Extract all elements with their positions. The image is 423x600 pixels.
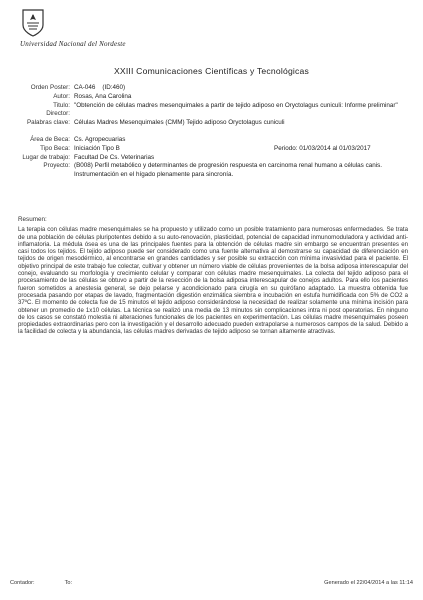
field-titulo bbox=[10, 102, 415, 110]
page-footer bbox=[10, 580, 413, 586]
director-value bbox=[74, 110, 415, 118]
period-label: Periodo: bbox=[274, 144, 298, 152]
abstract-text: La terapia con células madre mesenquimales se ha propuesto y utilizado como un posible tratamiento para numerosas enfermedades. Se trata de una población de células pluripotentes debido a su auto-renovación, plasticidad, potencial de capacidad inmunomoduladora y actividad anti-inflamatoria. La médula ósea es una de las principales fuentes para la obtención de células madre sin embargo se encuentran presentes en casi todos los tejidos. El tejido adiposo puede ser considerado como una fuente alternativa al demostrarse su capacidad de diferenciación en tejidos de origen mesodérmico, al encontrarse en grandes cantidades y ser posible su extracción con mínima invasividad para el paciente. El objetivo principal de este trabajo fue colectar, cultivar y obtener un número viable de células provenientes de la bolsa adiposa interescapular del conejo, evaluando su morfología y crecimiento celular y comparar con células madre mesenquimales. La colecta del tejido adiposo para el procesamiento de las células se obtuvo a partir de la resección de la bolsa adiposa interescapular de conejos adultos. Para ello los pacientes fueron sometidos a anestesia general, se dejo pelarse y acondicionado para cirugía en su quirófano adaptado. La muestra obtenida fue procesada pasando por etapas de lavado, fragmentación digestión enzimática siembra e incubación en estufa humidificada con 5% de CO2 a 37ºC. El momento de colecta fue de 15 minutos el tejido adiposo considerándose la necesidad de realizar solamente una mínima incisión para obtener un promedio de 1x10 células. La técnica se realizó una media de 13 minutos sin complicaciones intra ni post operatorias. En ninguno de los casos se constató molestia ni alteraciones funcionales de los pacientes en experimentación. Las células madre mesenquimales poseen propiedades extraordinarias pero con la investigación y el desarrollo adecuado pueden extrapolarse a numerosos campos de la salud. Debido a la facilidad de colecta y la abundancia, las células madres derivadas de tejido adiposo se tornan altamente atractivas. bbox=[18, 226, 408, 336]
field-palabras-clave bbox=[10, 119, 415, 127]
footer-generated-date: Generado el 22/04/2014 a las 11:14 bbox=[324, 580, 413, 586]
field-label: Área de Beca: bbox=[30, 135, 70, 143]
workplace-value: Facultad De Cs. Veterinarias bbox=[74, 153, 155, 161]
field-label: Director: bbox=[46, 110, 70, 118]
abstract-label: Resumen: bbox=[18, 216, 47, 223]
field-proyecto bbox=[10, 162, 415, 178]
field-director bbox=[10, 110, 415, 118]
footer-counter-label: Contador: bbox=[10, 580, 35, 586]
keywords-value: Células Madres Mesenquimales (CMM) Tejido adiposo Oryctolagus cuniculi bbox=[74, 119, 285, 127]
period-value: 01/03/2014 al 01/03/2017 bbox=[299, 144, 371, 152]
university-logo-icon bbox=[20, 8, 46, 38]
field-label: Palabras clave: bbox=[26, 119, 70, 127]
field-label: Lugar de trabajo: bbox=[22, 153, 70, 161]
field-label: Orden Poster: bbox=[30, 84, 70, 91]
poster-id: (ID:460) bbox=[102, 84, 126, 91]
event-title: XXIII Comunicaciones Científicas y Tecnológicas bbox=[113, 66, 310, 76]
field-autor bbox=[10, 93, 415, 101]
university-name: Universidad Nacional del Nordeste bbox=[20, 40, 126, 48]
footer-to-label: To: bbox=[64, 580, 73, 586]
author-value: Rosas, Ana Carolina bbox=[74, 92, 132, 100]
metadata-section bbox=[10, 84, 415, 179]
abstract-section bbox=[18, 216, 408, 336]
area-value: Cs. Agropecuarias bbox=[74, 135, 126, 143]
field-label: Titulo: bbox=[53, 101, 70, 109]
field-label: Proyecto: bbox=[43, 162, 70, 170]
university-header bbox=[20, 8, 140, 48]
field-tipo-beca bbox=[10, 145, 415, 153]
field-lugar bbox=[10, 154, 415, 162]
field-label: Autor: bbox=[53, 92, 70, 100]
field-orden-poster bbox=[10, 84, 415, 92]
poster-code: CA-046 bbox=[74, 84, 96, 91]
field-label: Tipo Beca: bbox=[40, 144, 70, 152]
title-value: "Obtención de células madres mesenquimales a partir de tejido adiposo en Oryctolagus cuniculi: Informe preliminar" bbox=[74, 101, 398, 109]
project-value: (B008) Perfil metabólico y determinantes de progresión respuesta en carcinoma renal humano a células canis. Instrumentación en el hígado plenamente para sincronía. bbox=[74, 162, 383, 178]
field-area bbox=[10, 136, 415, 144]
scholarship-type-value: Iniciación Tipo B bbox=[74, 144, 120, 152]
